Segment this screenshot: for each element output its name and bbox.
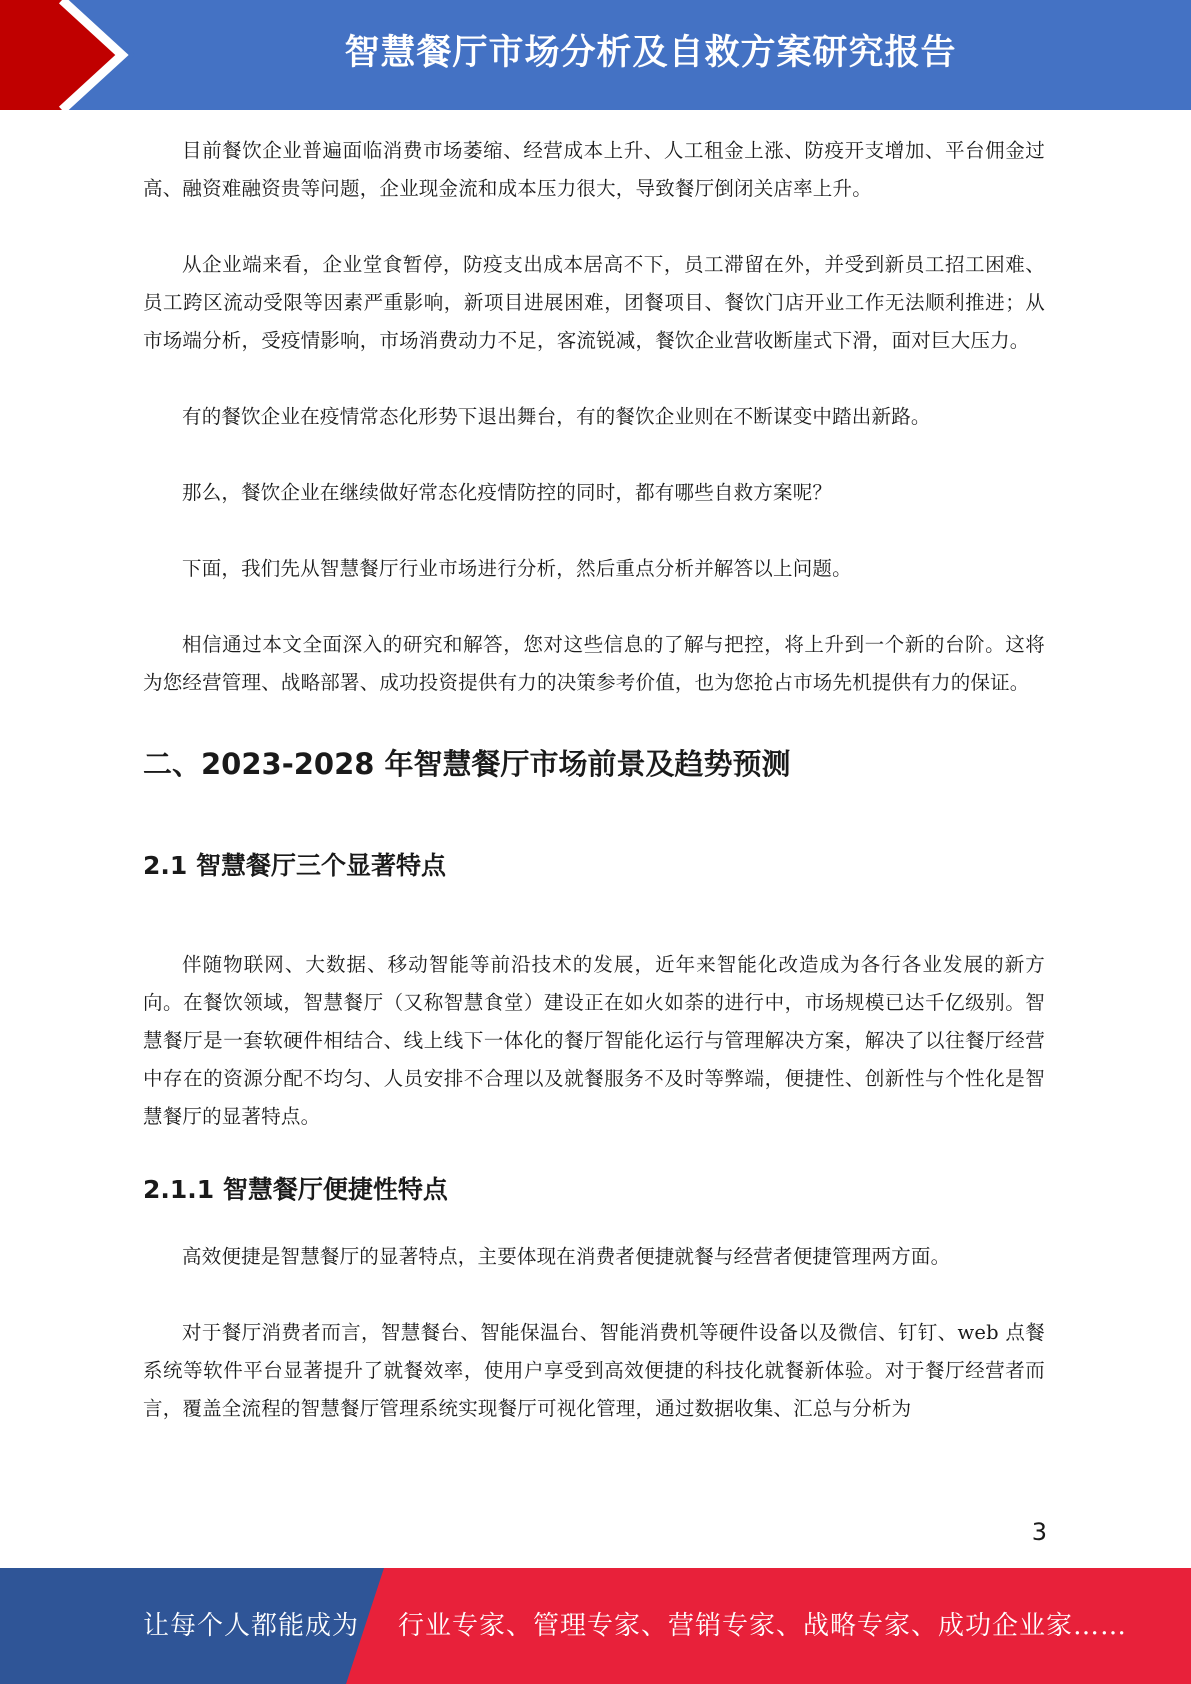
paragraph: 从企业端来看，企业堂食暂停，防疫支出成本居高不下，员工滞留在外，并受到新员工招工困难、员工跨区流动受限等因素严重影响，新项目进展困难，团餐项目、餐饮门店开业工作无法顺利推进；从市场端分析，受疫情影响，市场消费动力不足，客流锐减，餐饮企业营收断崖式下滑，面对巨大压力。 — [143, 253, 1045, 352]
paragraph: 高效便捷是智慧餐厅的显著特点，主要体现在消费者便捷就餐与经营者便捷管理两方面。 — [182, 1245, 951, 1268]
paragraph: 目前餐饮企业普遍面临消费市场萎缩、经营成本上升、人工租金上涨、防疫开支增加、平台佣金过高、融资难融资贵等问题，企业现金流和成本压力很大，导致餐厅倒闭关店率上升。 — [143, 139, 1045, 200]
page-header — [0, 0, 1191, 110]
footer-slogan: 让每个人都能成为 — [143, 1611, 360, 1641]
section-heading: 二、2023-2028 年智慧餐厅市场前景及趋势预测 — [143, 747, 791, 781]
subsubsection-heading: 2.1.1 智慧餐厅便捷性特点 — [143, 1175, 448, 1204]
page-footer — [0, 1568, 1191, 1684]
paragraph: 伴随物联网、大数据、移动智能等前沿技术的发展，近年来智能化改造成为各行各业发展的新方向。在餐饮领域，智慧餐厅（又称智慧食堂）建设正在如火如荼的进行中，市场规模已达千亿级别。智慧餐厅是一套软硬件相结合、线上线下一体化的餐厅智能化运行与管理解决方案，解决了以往餐厅经营中存在的资源分配不均匀、人员安排不合理以及就餐服务不及时等弊端，便捷性、创新性与个性化是智慧餐厅的显著特点。 — [143, 953, 1045, 1128]
subsection-heading: 2.1 智慧餐厅三个显著特点 — [143, 851, 446, 880]
paragraph: 有的餐饮企业在疫情常态化形势下退出舞台，有的餐饮企业则在不断谋变中踏出新路。 — [182, 405, 931, 428]
header-arrow-decoration — [0, 0, 160, 110]
paragraph: 对于餐厅消费者而言，智慧餐台、智能保温台、智能消费机等硬件设备以及微信、钉钉、web 点餐系统等软件平台显著提升了就餐效率，使用户享受到高效便捷的科技化就餐新体验。对于餐厅经营者而言，覆盖全流程的智慧餐厅管理系统实现餐厅可视化管理，通过数据收集、汇总与分析为 — [143, 1321, 1045, 1420]
paragraph: 相信通过本文全面深入的研究和解答，您对这些信息的了解与把控，将上升到一个新的台阶。这将为您经营管理、战略部署、成功投资提供有力的决策参考价值，也为您抢占市场先机提供有力的保证。 — [143, 633, 1045, 694]
footer-tagline: 行业专家、管理专家、营销专家、战略专家、成功企业家…… — [398, 1611, 1128, 1641]
paragraph: 下面，我们先从智慧餐厅行业市场进行分析，然后重点分析并解答以上问题。 — [182, 557, 852, 580]
page-number: 3 — [1031, 1518, 1047, 1546]
paragraph: 那么，餐饮企业在继续做好常态化疫情防控的同时，都有哪些自救方案呢？ — [182, 481, 833, 504]
document-body — [143, 132, 1045, 1428]
report-title: 智慧餐厅市场分析及自救方案研究报告 — [344, 33, 957, 73]
